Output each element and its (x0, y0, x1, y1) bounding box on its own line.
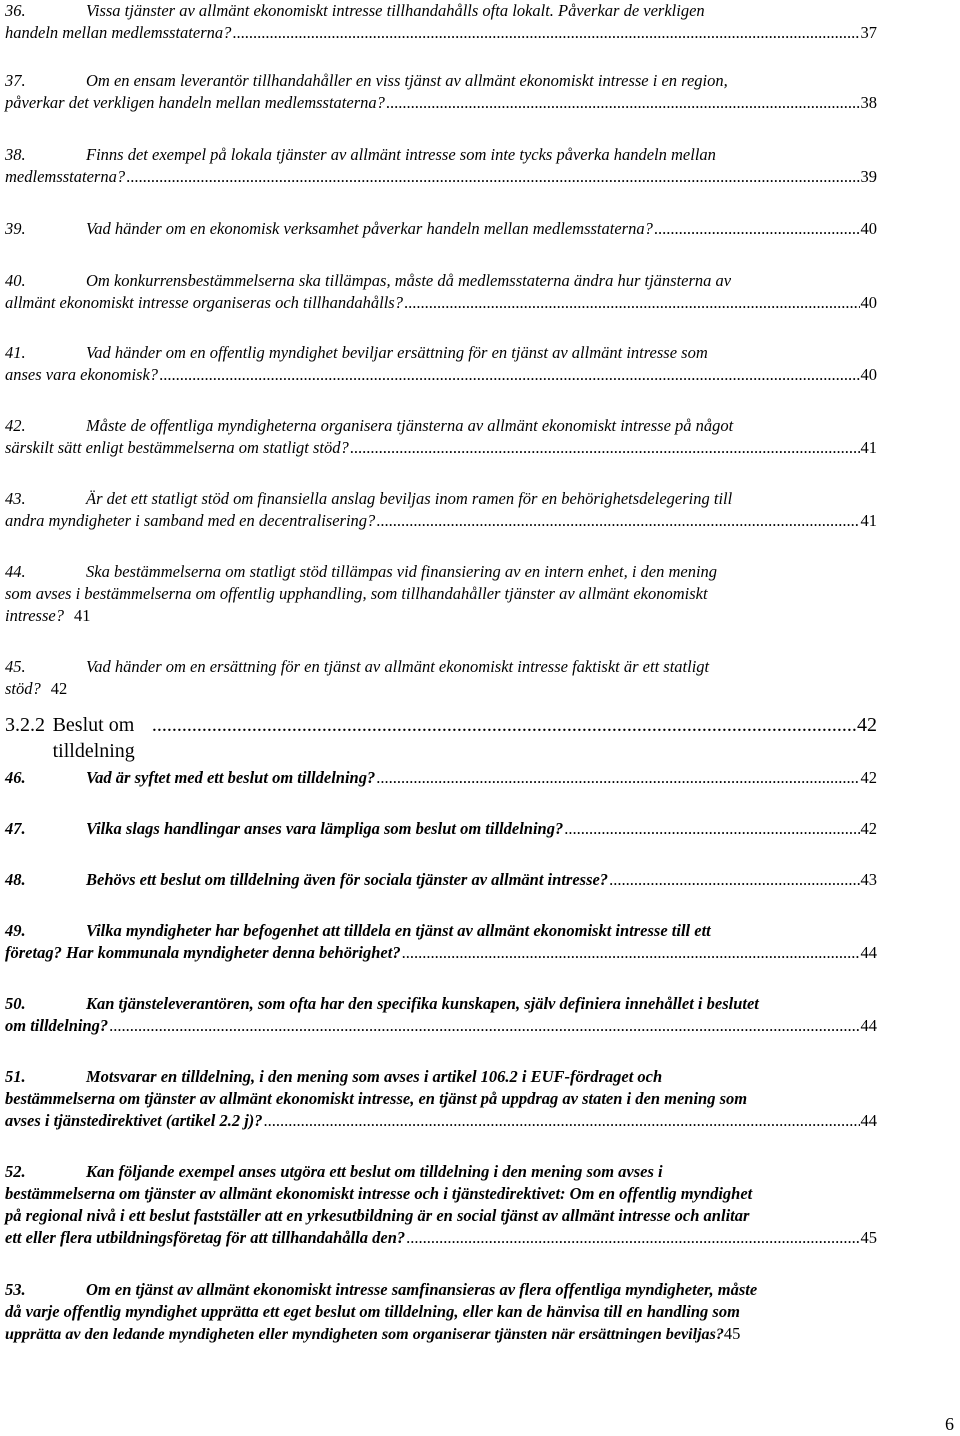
toc-entry-line (5, 70, 877, 92)
toc-entry-line (5, 1279, 877, 1301)
toc-entry-page: 39 (860, 167, 877, 186)
toc-entry-number: 48. (5, 870, 26, 889)
toc-entry-text: handeln mellan medlemsstaterna? (5, 23, 232, 42)
toc-entry-number: 47. (5, 819, 26, 838)
section-heading (5, 712, 877, 764)
toc-entry-page: 42 (50, 679, 68, 698)
toc-entry-text: andra myndigheter i samband med en decentralisering? (5, 511, 376, 530)
toc-entry (5, 0, 877, 44)
toc-entry-text: Är det ett statligt stöd om finansiella anslag beviljas inom ramen för en behörighetsdelegering till (86, 489, 733, 508)
toc-entry-line (5, 144, 877, 166)
toc-entry (5, 1161, 877, 1249)
toc-entry-text: Vissa tjänster av allmänt ekonomiskt intresse tillhandahålls ofta lokalt. Påverkar de verkligen (86, 1, 705, 20)
toc-entry-text: Om en ensam leverantör tillhandahåller en viss tjänst av allmänt ekonomiskt intresse i en region, (86, 71, 728, 90)
toc-entry-text: som avses i bestämmelserna om offentlig upphandling, som tillhandahåller tjänster av allmänt ekonomiskt (5, 584, 708, 603)
page-number: 6 (945, 1414, 954, 1434)
toc-entry-text: Vilka myndigheter har befogenhet att tilldela en tjänst av allmänt ekonomiskt intresse till ett (86, 921, 711, 940)
toc-entry-page: 44 (860, 943, 877, 962)
toc-entry (5, 920, 877, 964)
toc-entry-lastline (5, 1015, 877, 1037)
dot-leader (109, 1015, 859, 1037)
toc-entry-line (5, 920, 877, 942)
toc-entry-text: Kan följande exempel anses utgöra ett beslut om tilldelning i den mening som avses i (86, 1162, 663, 1181)
toc-entry (5, 144, 877, 188)
dot-leader (376, 510, 859, 532)
toc-entry-text: Behövs ett beslut om tilldelning även för sociala tjänster av allmänt intresse? (86, 870, 609, 889)
toc-entry-text: Vad händer om en ekonomisk verksamhet påverkar handeln mellan medlemsstaterna? (86, 219, 653, 238)
toc-entry-number: 51. (5, 1067, 26, 1086)
toc-entry-text: avses i tjänstedirektivet (artikel 2.2 j)? (5, 1111, 263, 1130)
toc-entry-page: 38 (860, 93, 877, 112)
dot-leader (232, 22, 859, 44)
toc-entry-number: 46. (5, 768, 26, 787)
toc-entry-lastline (5, 1323, 877, 1346)
dot-leader (404, 292, 860, 314)
dot-leader (264, 1110, 860, 1132)
toc-entry-line (5, 1301, 877, 1323)
toc-entry (5, 656, 877, 700)
toc-entry-text: Vilka slags handlingar anses vara lämpliga som beslut om tilldelning? (86, 819, 564, 838)
dot-leader (406, 1227, 859, 1249)
toc-entry-text: Kan tjänsteleverantören, som ofta har den specifika kunskapen, själv definiera innehållet i beslutet (86, 994, 759, 1013)
toc-entry-text: särskilt sätt enligt bestämmelserna om statligt stöd? (5, 438, 349, 457)
toc-entry (5, 218, 877, 240)
toc-entry-page: 42 (860, 819, 877, 838)
toc-entry-lastline (5, 869, 877, 891)
toc-entry (5, 561, 877, 627)
toc-entry-text: Om en tjänst av allmänt ekonomiskt intresse samfinansieras av flera offentliga myndigheter, måste (86, 1280, 758, 1299)
toc-entry (5, 1279, 877, 1346)
toc-entry-number: 52. (5, 1162, 26, 1181)
toc-entry-lastline (5, 605, 877, 627)
toc-entry-number: 42. (5, 416, 26, 435)
toc-entry-lastline (5, 292, 877, 314)
toc-entry-text: påverkar det verkligen handeln mellan medlemsstaterna? (5, 93, 385, 112)
toc-entry-line (5, 0, 877, 22)
toc-entry-text: allmänt ekonomiskt intresse organiseras och tillhandahålls? (5, 293, 403, 312)
toc-entry-lastline (5, 678, 877, 700)
toc-entry-page: 37 (860, 23, 877, 42)
toc-entry-text: Vad är syftet med ett beslut om tilldelning? (86, 768, 376, 787)
toc-entry-line (5, 656, 877, 678)
toc-entry-page: 45 (723, 1324, 741, 1343)
dot-leader (152, 712, 857, 738)
toc-entry-number: 36. (5, 1, 26, 20)
toc-entry-number: 45. (5, 657, 26, 676)
toc-entry (5, 869, 877, 891)
dot-leader (654, 218, 860, 240)
toc-entry (5, 1066, 877, 1132)
toc-entry-text: upprätta av den ledande myndigheten eller myndigheten som organiserar tjänsten när ersättningen beviljas? (5, 1326, 724, 1343)
toc-entry (5, 488, 877, 532)
toc-entry-text: företag? Har kommunala myndigheter denna behörighet? (5, 943, 401, 962)
toc-entry-number: 50. (5, 994, 26, 1013)
toc-entry-lastline (5, 437, 877, 459)
toc-entry-line (5, 1066, 877, 1088)
toc-entry-text: intresse? (5, 606, 64, 625)
toc-entry-lastline (5, 166, 877, 188)
section-page: 42 (857, 714, 877, 736)
toc-entry-text: bestämmelserna om tjänster av allmänt ekonomiskt intresse och i tjänstedirektivet: Om en offentlig myndighet (5, 1184, 753, 1203)
toc-entry-lastline (5, 1110, 877, 1132)
toc-entry-lastline (5, 818, 877, 840)
toc-entry-page: 40 (860, 293, 877, 312)
toc-entry (5, 415, 877, 459)
toc-entry-line (5, 1088, 877, 1110)
toc-entry (5, 342, 877, 386)
toc-entry-lastline (5, 942, 877, 964)
toc-entry-text: om tilldelning? (5, 1016, 109, 1035)
toc-entry (5, 270, 877, 314)
toc-entry (5, 767, 877, 789)
toc-entry-text: stöd? (5, 679, 41, 698)
toc-entry-page: 44 (860, 1111, 877, 1130)
toc-entry-lastline (5, 92, 877, 114)
toc-entry-number: 40. (5, 271, 26, 290)
dot-leader (376, 767, 859, 789)
toc-entry-lastline (5, 218, 877, 240)
toc-entry (5, 993, 877, 1037)
toc-entry-lastline (5, 1227, 877, 1249)
toc-entry-lastline (5, 364, 877, 386)
dot-leader (386, 92, 860, 114)
toc-entry-lastline (5, 22, 877, 44)
toc-entry-line (5, 1205, 877, 1227)
toc-entry-line (5, 561, 877, 583)
toc-entry-text: anses vara ekonomisk? (5, 365, 159, 384)
toc-entry-line (5, 583, 877, 605)
toc-entry-number: 44. (5, 562, 26, 581)
dot-leader (126, 166, 859, 188)
dot-leader (402, 942, 860, 964)
toc-entry-text: Om konkurrensbestämmelserna ska tillämpas, måste då medlemsstaterna ändra hur tjänsterna av (86, 271, 732, 290)
toc-entry-line (5, 1183, 877, 1205)
toc-entry-line (5, 270, 877, 292)
toc-entry-page: 45 (860, 1228, 877, 1247)
dot-leader (350, 437, 860, 459)
toc-entry-text: på regional nivå i ett beslut fastställer att en yrkesutbildning är en social tjänst av allmänt intresse och anlitar (5, 1206, 750, 1225)
toc-entry-text: ett eller flera utbildningsföretag för att tillhandahålla den? (5, 1228, 406, 1247)
toc-entry-text: Vad händer om en ersättning för en tjänst av allmänt ekonomiskt intresse faktiskt är ett statligt (86, 657, 710, 676)
toc-entry-page: 41 (860, 438, 877, 457)
toc-entry-text: Finns det exempel på lokala tjänster av allmänt intresse som inte tycks påverka handeln mellan (86, 145, 716, 164)
toc-entry-text: Vad händer om en offentlig myndighet beviljar ersättning för en tjänst av allmänt intresse som (86, 343, 708, 362)
toc-entry-number: 41. (5, 343, 26, 362)
toc-entry-line (5, 1161, 877, 1183)
toc-entry-text: bestämmelserna om tjänster av allmänt ekonomiskt intresse, en tjänst på uppdrag av staten i den mening som (5, 1089, 748, 1108)
toc-entry-page: 43 (860, 870, 877, 889)
toc-entry-line (5, 342, 877, 364)
toc-entry-text: medlemsstaterna? (5, 167, 126, 186)
toc-entry-text: då varje offentlig myndighet upprätta ett eget beslut om tilldelning, eller kan de hänvisa till en handling som (5, 1302, 740, 1321)
toc-entry-line (5, 993, 877, 1015)
toc-entry-page: 40 (860, 365, 877, 384)
toc-entry-page: 41 (860, 511, 877, 530)
toc-entry-number: 53. (5, 1280, 26, 1299)
toc-entry-page: 42 (860, 768, 877, 787)
toc-entry-lastline (5, 767, 877, 789)
toc-entry (5, 818, 877, 840)
toc-entry-page: 44 (860, 1016, 877, 1035)
toc-entry-line (5, 415, 877, 437)
section-title: Beslut om tilldelning (52, 714, 135, 762)
dot-leader (159, 364, 859, 386)
toc-entry-text: Ska bestämmelserna om statligt stöd tillämpas vid finansiering av en intern enhet, i den mening (86, 562, 718, 581)
toc-entry-text: Motsvarar en tilldelning, i den mening som avses i artikel 106.2 i EUF-fördraget och (86, 1067, 663, 1086)
toc-entry-page: 41 (73, 606, 91, 625)
toc-entry-number: 37. (5, 71, 26, 90)
dot-leader (564, 818, 859, 840)
dot-leader (609, 869, 859, 891)
toc-entry-number: 49. (5, 921, 26, 940)
toc-entry-number: 39. (5, 219, 26, 238)
toc-entry-text: Måste de offentliga myndigheterna organisera tjänsterna av allmänt ekonomiskt intresse på något (86, 416, 734, 435)
toc-entry-line (5, 488, 877, 510)
toc-entry (5, 70, 877, 114)
toc-entry-page: 40 (860, 219, 877, 238)
section-number: 3.2.2 (5, 714, 45, 736)
toc-entry-number: 43. (5, 489, 26, 508)
toc-entry-lastline (5, 510, 877, 532)
toc-entry-number: 38. (5, 145, 26, 164)
